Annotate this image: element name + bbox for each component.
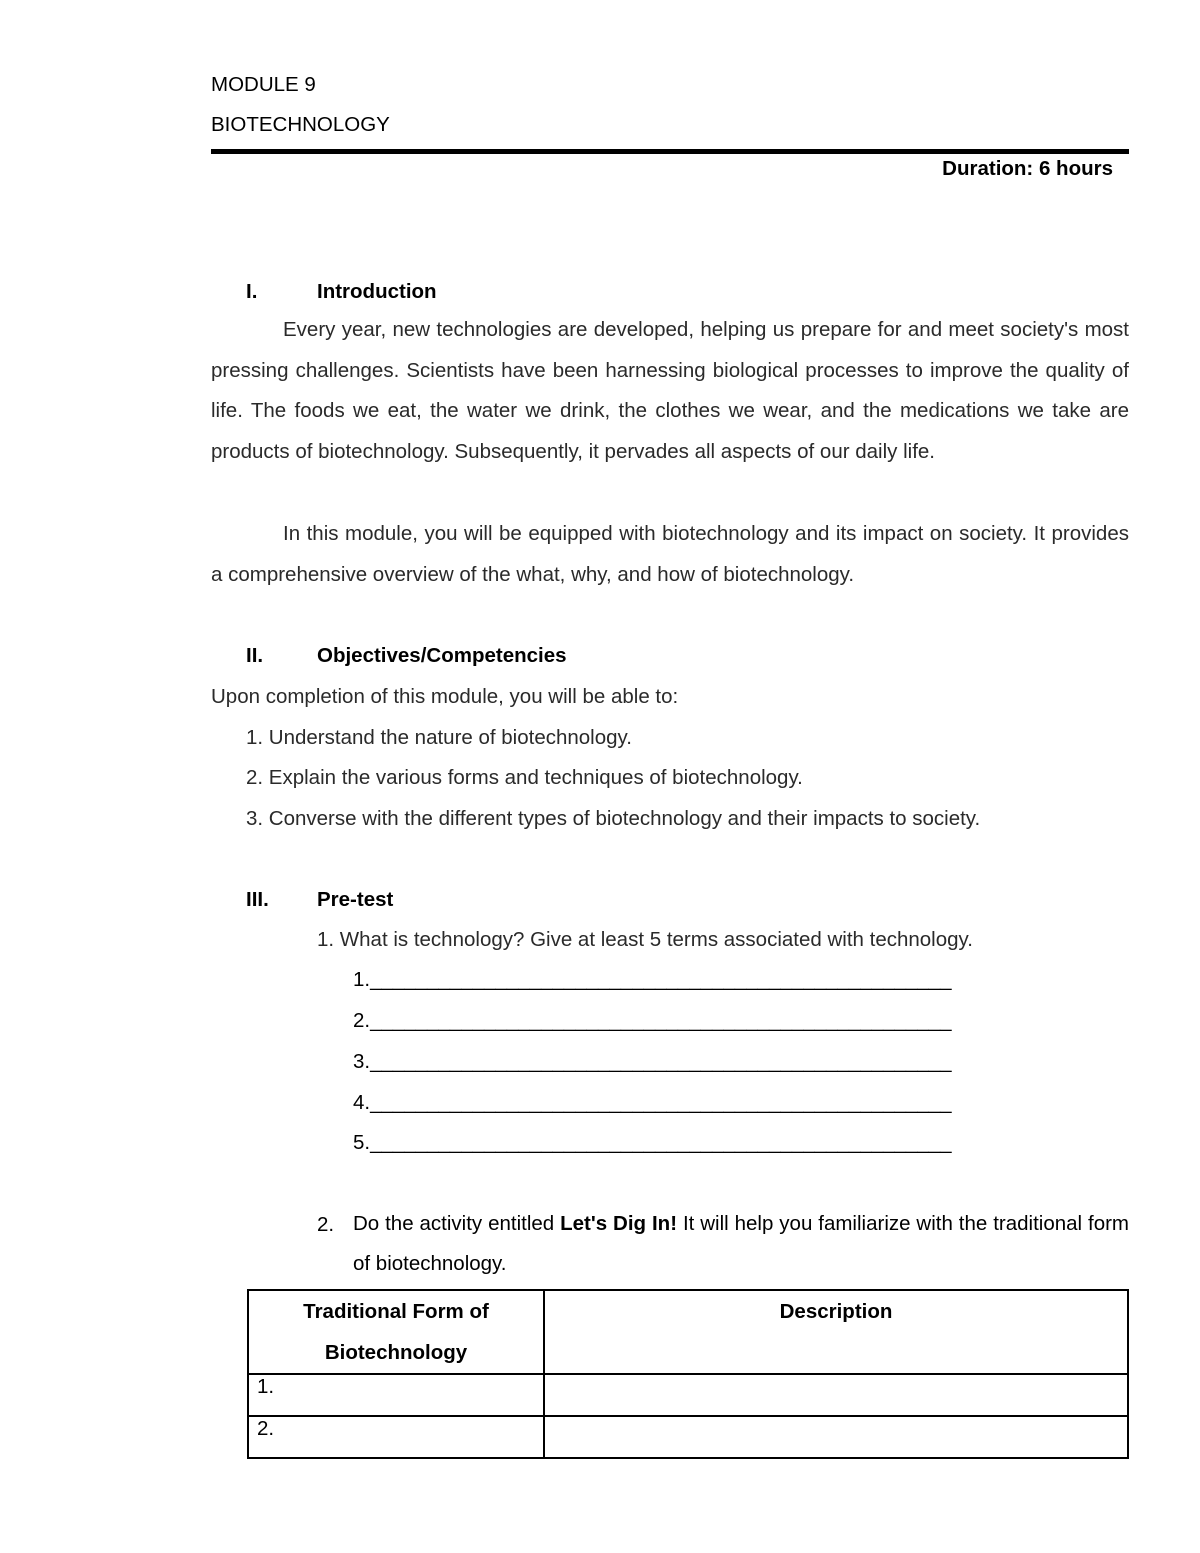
section-number-intro: I. <box>246 280 258 303</box>
table-header-row <box>248 1290 1128 1374</box>
table-cell-form[interactable]: 2. <box>248 1416 544 1458</box>
table-row <box>248 1416 1128 1458</box>
table-cell-form[interactable]: 1. <box>248 1374 544 1416</box>
table-row <box>248 1374 1128 1416</box>
table-header-line: Biotechnology <box>324 1341 468 1364</box>
q2-text-post: It will help you familiarize with the traditional form of biotechnology. <box>353 1212 1130 1275</box>
pretest-question-2-number: 2. <box>317 1213 335 1236</box>
intro-paragraph-1 <box>211 310 1129 473</box>
answer-blank-3[interactable]: 3.___________________________________________________ <box>353 1050 952 1073</box>
table-header-traditional-form <box>248 1290 544 1374</box>
intro-paragraph-2-text: In this module, you will be equipped with biotechnology and its impact on society. It provides a comprehensive overview of the what, why, and how of biotechnology. <box>211 522 1129 586</box>
objective-item: 3. Converse with the different types of biotechnology and their impacts to society. <box>246 807 981 830</box>
answer-blank-1[interactable]: 1.___________________________________________________ <box>353 968 952 991</box>
table-cell-description[interactable] <box>544 1416 1128 1458</box>
pretest-question-1: 1. What is technology? Give at least 5 terms associated with technology. <box>317 928 973 951</box>
pretest-question-2 <box>353 1204 1129 1284</box>
objective-item: 2. Explain the various forms and techniques of biotechnology. <box>246 766 803 789</box>
activity-table <box>247 1289 1129 1459</box>
q2-text-pre: Do the activity entitled <box>353 1212 561 1235</box>
duration-label: Duration: 6 hours <box>942 157 1113 180</box>
table-header-description <box>544 1290 1128 1374</box>
section-number-pretest: III. <box>246 888 269 911</box>
module-number: MODULE 9 <box>211 73 316 96</box>
section-title-intro: Introduction <box>317 280 437 303</box>
objective-item: 1. Understand the nature of biotechnology. <box>246 726 632 749</box>
objectives-lead: Upon completion of this module, you will be able to: <box>211 685 679 708</box>
answer-blank-2[interactable]: 2.___________________________________________________ <box>353 1009 952 1032</box>
intro-paragraph-1-text: Every year, new technologies are developed, helping us prepare for and meet society's most pressing challenges. Scientists have been harnessing biological processes to improve the quality of life. The foods we eat, the water we drink, the clothes we wear, and the medications we take are products of biotechnology. Subsequently, it pervades all aspects of our daily life. <box>211 318 1129 464</box>
answer-blank-5[interactable]: 5.___________________________________________________ <box>353 1131 952 1154</box>
intro-paragraph-2 <box>211 514 1129 595</box>
table-cell-description[interactable] <box>544 1374 1128 1416</box>
section-title-pretest: Pre-test <box>317 888 394 911</box>
header-rule <box>211 149 1129 154</box>
table-header-line: Traditional Form of <box>303 1300 489 1323</box>
answer-blank-4[interactable]: 4.___________________________________________________ <box>353 1091 952 1114</box>
section-title-objectives: Objectives/Competencies <box>317 644 567 667</box>
table-header-line: Description <box>779 1300 893 1323</box>
section-number-objectives: II. <box>246 644 264 667</box>
module-title: BIOTECHNOLOGY <box>211 113 390 136</box>
q2-activity-name: Let's Dig In! <box>560 1212 678 1235</box>
